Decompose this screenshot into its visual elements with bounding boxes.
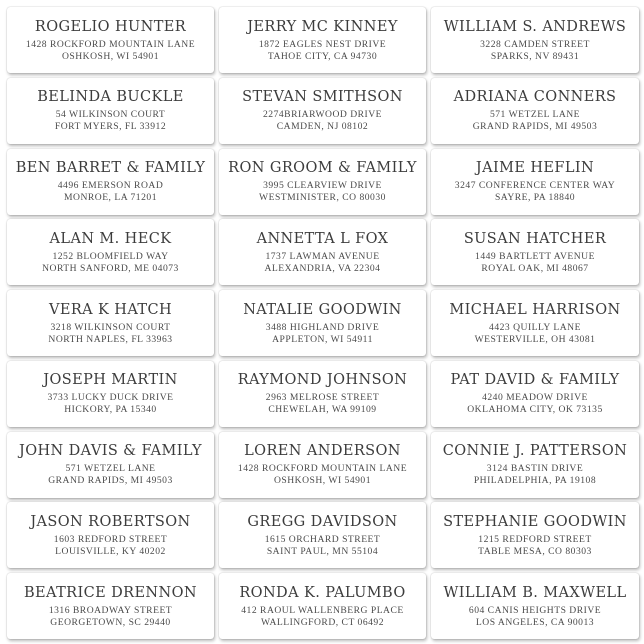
street-address: 1252 BLOOMFIELD WAY [52,250,169,262]
address-label [431,219,639,285]
street-address: 412 RAOUL WALLENBERG PLACE [241,604,404,616]
recipient-name: CONNIE J. PATTERSON [442,443,628,459]
city-state-zip: WESTMINISTER, CO 80030 [259,192,386,203]
street-address: 604 CANIS HEIGHTS DRIVE [468,604,602,616]
street-address: 3228 CAMDEN STREET [480,38,590,50]
city-state-zip: NORTH NAPLES, FL 33963 [48,333,173,345]
city-state-zip: OKLAHOMA CITY, OK 73135 [467,404,603,416]
address-label [7,432,214,498]
street-address: 1449 BARTLETT AVENUE [475,250,595,262]
recipient-name: ANNETTA L FOX [256,230,389,247]
street-address: 4240 MEADOW DRIVE [482,392,588,404]
city-state-zip: TABLE MESA, CO 80303 [478,545,592,557]
street-address: 1316 BROADWAY STREET [48,604,173,616]
city-state-zip: TAHOE CITY, CA 94730 [267,50,378,62]
address-label [431,290,639,356]
address-label-sheet [7,7,639,639]
address-label [431,361,639,427]
city-state-zip: LOS ANGELES, CA 90013 [475,616,595,628]
recipient-name: RONDA K. PALUMBO [239,584,406,601]
address-label [219,78,426,144]
recipient-name: NATALIE GOODWIN [243,301,402,318]
recipient-name: GREGG DAVIDSON [247,513,398,530]
address-label [7,7,214,73]
city-state-zip: OSHKOSH, WI 54901 [273,475,372,486]
recipient-name: BEATRICE DRENNON [23,584,197,601]
city-state-zip: WALLINGFORD, CT 06492 [260,616,385,628]
address-label [219,149,426,215]
city-state-zip: SAYRE, PA 18840 [494,192,576,203]
city-state-zip: CAMDEN, NJ 08102 [276,121,369,133]
recipient-name: WILLIAM S. ANDREWS [443,18,627,35]
street-address: 3733 LUCKY DUCK DRIVE [47,392,174,404]
address-label [431,432,639,498]
recipient-name: BELINDA BUCKLE [37,89,184,106]
city-state-zip: WESTERVILLE, OH 43081 [474,333,596,345]
recipient-name: RON GROOM & FAMILY [228,160,417,176]
street-address: 2274BRIARWOOD DRIVE [262,109,383,121]
address-label [7,361,214,427]
street-address: 1737 LAWMAN AVENUE [265,250,380,262]
city-state-zip: ALEXANDRIA, VA 22304 [264,262,381,274]
city-state-zip: CHEWELAH, WA 99109 [268,404,377,416]
address-label [431,7,639,73]
street-address: 571 WETZEL LANE [65,463,156,474]
city-state-zip: GRAND RAPIDS, MI 49503 [48,475,173,486]
street-address: 3488 HIGHLAND DRIVE [265,321,380,333]
recipient-name: BEN BARRET & FAMILY [15,160,206,176]
recipient-name: STEVAN SMITHSON [242,89,403,106]
address-label [219,290,426,356]
address-label [219,432,426,498]
recipient-name: STEPHANIE GOODWIN [443,513,627,530]
address-label [219,219,426,285]
address-label [219,502,426,568]
street-address: 4496 EMERSON ROAD [57,180,164,191]
street-address: 3218 WILKINSON COURT [50,321,171,333]
city-state-zip: LOUISVILLE, KY 40202 [55,545,166,557]
city-state-zip: MONROE, LA 71201 [63,192,157,203]
street-address: 1615 ORCHARD STREET [264,533,381,545]
recipient-name: JOHN DAVIS & FAMILY [19,443,202,459]
city-state-zip: GEORGETOWN, SC 29440 [50,616,171,628]
address-label [431,78,639,144]
address-label [219,573,426,639]
recipient-name: VERA K HATCH [48,301,173,318]
city-state-zip: SPARKS, NV 89431 [490,50,580,62]
recipient-name: RAYMOND JOHNSON [237,372,408,389]
street-address: 571 WETZEL LANE [489,109,581,121]
city-state-zip: HICKORY, PA 15340 [64,404,157,416]
city-state-zip: OSHKOSH, WI 54901 [61,50,160,62]
address-label [219,361,426,427]
address-label [431,573,639,639]
address-label [431,502,639,568]
street-address: 1872 EAGLES NEST DRIVE [258,38,387,50]
street-address: 4423 QUILLY LANE [489,321,581,333]
recipient-name: PAT DAVID & FAMILY [450,372,620,389]
recipient-name: ROGELIO HUNTER [34,18,187,35]
street-address: 1603 REDFORD STREET [53,533,168,545]
street-address: 1215 REDFORD STREET [478,533,592,545]
recipient-name: JAIME HEFLIN [475,160,595,176]
street-address: 1428 ROCKFORD MOUNTAIN LANE [237,463,408,474]
street-address: 3124 BASTIN DRIVE [486,463,584,474]
city-state-zip: GRAND RAPIDS, MI 49503 [472,121,598,133]
recipient-name: ALAN M. HECK [49,230,172,247]
recipient-name: ADRIANA CONNERS [453,89,617,106]
street-address: 54 WILKINSON COURT [55,109,166,121]
city-state-zip: PHILADELPHIA, PA 19108 [473,475,597,486]
city-state-zip: NORTH SANFORD, ME 04073 [42,262,179,274]
recipient-name: JERRY MC KINNEY [247,18,398,35]
recipient-name: MICHAEL HARRISON [449,301,621,318]
recipient-name: WILLIAM B. MAXWELL [443,584,627,601]
street-address: 3995 CLEARVIEW DRIVE [263,180,382,191]
recipient-name: JOSEPH MARTIN [43,372,178,389]
city-state-zip: ROYAL OAK, MI 48067 [481,262,589,274]
address-label [7,573,214,639]
address-label [7,502,214,568]
address-label [7,219,214,285]
recipient-name: LOREN ANDERSON [244,443,401,459]
address-label [7,290,214,356]
street-address: 2963 MELROSE STREET [265,392,380,404]
street-address: 1428 ROCKFORD MOUNTAIN LANE [25,38,196,50]
recipient-name: JASON ROBERTSON [30,513,191,530]
address-label [7,78,214,144]
address-label [7,149,214,215]
street-address: 3247 CONFERENCE CENTER WAY [454,180,616,191]
city-state-zip: FORT MYERS, FL 33912 [54,121,167,133]
address-label [431,149,639,215]
city-state-zip: APPLETON, WI 54911 [272,333,373,345]
recipient-name: SUSAN HATCHER [463,230,607,247]
address-label [219,7,426,73]
city-state-zip: SAINT PAUL, MN 55104 [266,545,379,557]
